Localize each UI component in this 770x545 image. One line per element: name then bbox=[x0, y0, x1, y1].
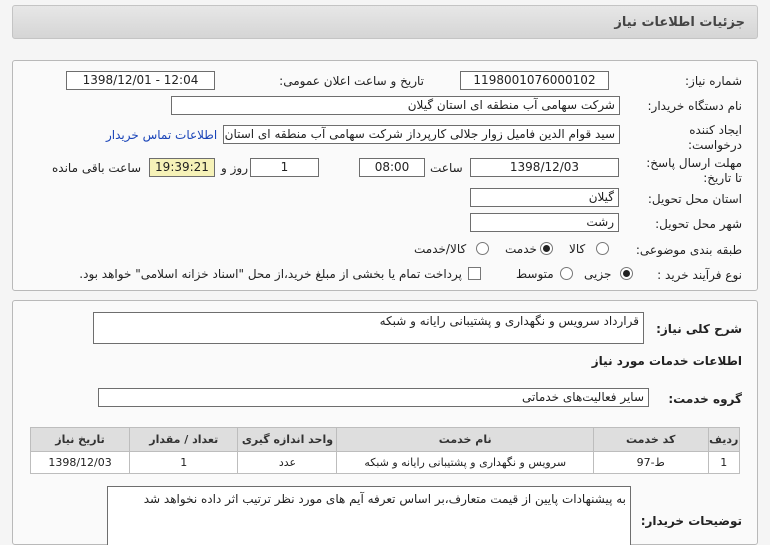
process-minor-radio[interactable] bbox=[620, 267, 633, 280]
buyer-notes-field: به پیشنهادات پایین از قیمت متعارف،بر اساس تعرفه آیم های مورد نظر ترتیب اثر داده نخواهد شد bbox=[107, 486, 631, 545]
col-row-number: ردیف bbox=[708, 428, 739, 452]
treasury-payment-note: پرداخت تمام یا بخشی از مبلغ خرید،از محل "اسناد خزانه اسلامی" خواهد بود. bbox=[79, 267, 462, 281]
table-header-row bbox=[31, 428, 740, 452]
city-label: شهر محل تحویل: bbox=[655, 217, 742, 231]
announce-date-field: 1398/12/01 - 12:04 bbox=[66, 71, 215, 90]
need-number-field: 1198001076000102 bbox=[460, 71, 609, 90]
category-label: طبقه بندی موضوعی: bbox=[635, 243, 742, 257]
category-goods-service-label: کالا/خدمت bbox=[414, 242, 467, 256]
col-quantity: تعداد / مقدار bbox=[130, 428, 238, 452]
cell-service-name: سرویس و نگهداری و پشتیبانی رایانه و شبکه bbox=[337, 452, 593, 474]
services-table bbox=[30, 427, 740, 474]
process-medium-radio[interactable] bbox=[560, 267, 573, 280]
deadline-label-1: مهلت ارسال پاسخ: bbox=[646, 156, 742, 170]
cell-unit: عدد bbox=[238, 452, 337, 474]
deadline-time-field: 08:00 bbox=[359, 158, 425, 177]
buyer-contact-link[interactable]: اطلاعات تماس خریدار bbox=[106, 128, 218, 142]
treasury-payment-checkbox[interactable] bbox=[468, 267, 481, 280]
category-service-radio[interactable] bbox=[540, 242, 553, 255]
col-need-date: تاریخ نیاز bbox=[31, 428, 130, 452]
province-label: استان محل تحویل: bbox=[647, 192, 742, 206]
page-title: جزئیات اطلاعات نیاز bbox=[614, 15, 745, 30]
creator-label-2: درخواست: bbox=[688, 138, 742, 152]
col-service-code: کد خدمت bbox=[593, 428, 708, 452]
table-row bbox=[31, 452, 740, 474]
city-field: رشت bbox=[470, 213, 619, 232]
creator-label-1: ایجاد کننده bbox=[689, 123, 742, 137]
category-goods-radio[interactable] bbox=[596, 242, 609, 255]
category-goods-label: کالا bbox=[569, 242, 586, 256]
province-field: گیلان bbox=[470, 188, 619, 207]
cell-quantity: 1 bbox=[130, 452, 238, 474]
services-title: اطلاعات خدمات مورد نیاز bbox=[591, 354, 742, 368]
page-header bbox=[12, 5, 758, 39]
need-number-label: شماره نیاز: bbox=[685, 74, 742, 88]
buyer-notes-label: توضیحات خریدار: bbox=[640, 514, 742, 528]
summary-field: قرارداد سرویس و نگهداری و پشتیبانی رایانه و شبکه bbox=[93, 312, 644, 344]
process-minor-label: جزیی bbox=[584, 267, 612, 281]
buyer-field: شرکت سهامی آب منطقه ای استان گیلان bbox=[171, 96, 620, 115]
service-group-label: گروه خدمت: bbox=[668, 392, 742, 406]
deadline-time-label: ساعت bbox=[430, 161, 463, 175]
announce-date-label: تاریخ و ساعت اعلان عمومی: bbox=[279, 74, 424, 88]
days-remaining-field: 1 bbox=[250, 158, 319, 177]
day-label: روز و bbox=[221, 161, 248, 175]
creator-field: سید قوام الدین فامیل زوار جلالی کارپرداز شرکت سهامی آب منطقه ای استان bbox=[223, 125, 620, 144]
cell-need-date: 1398/12/03 bbox=[31, 452, 130, 474]
category-service-label: خدمت bbox=[505, 242, 537, 256]
deadline-label-2: تا تاریخ: bbox=[703, 171, 742, 185]
process-medium-label: متوسط bbox=[516, 267, 554, 281]
deadline-date-field: 1398/12/03 bbox=[470, 158, 619, 177]
col-service-name: نام خدمت bbox=[337, 428, 593, 452]
cell-row-number: 1 bbox=[708, 452, 739, 474]
service-group-field: سایر فعالیت‌های خدماتی bbox=[98, 388, 649, 407]
remaining-time-label: ساعت باقی مانده bbox=[52, 161, 142, 175]
cell-service-code: ط-97 bbox=[593, 452, 708, 474]
buyer-label: نام دستگاه خریدار: bbox=[647, 99, 742, 113]
category-goods-service-radio[interactable] bbox=[476, 242, 489, 255]
process-label: نوع فرآیند خرید : bbox=[657, 268, 742, 282]
col-unit: واحد اندازه گیری bbox=[238, 428, 337, 452]
remaining-time-field: 19:39:21 bbox=[149, 158, 215, 177]
summary-label: شرح کلی نیاز: bbox=[656, 322, 742, 336]
